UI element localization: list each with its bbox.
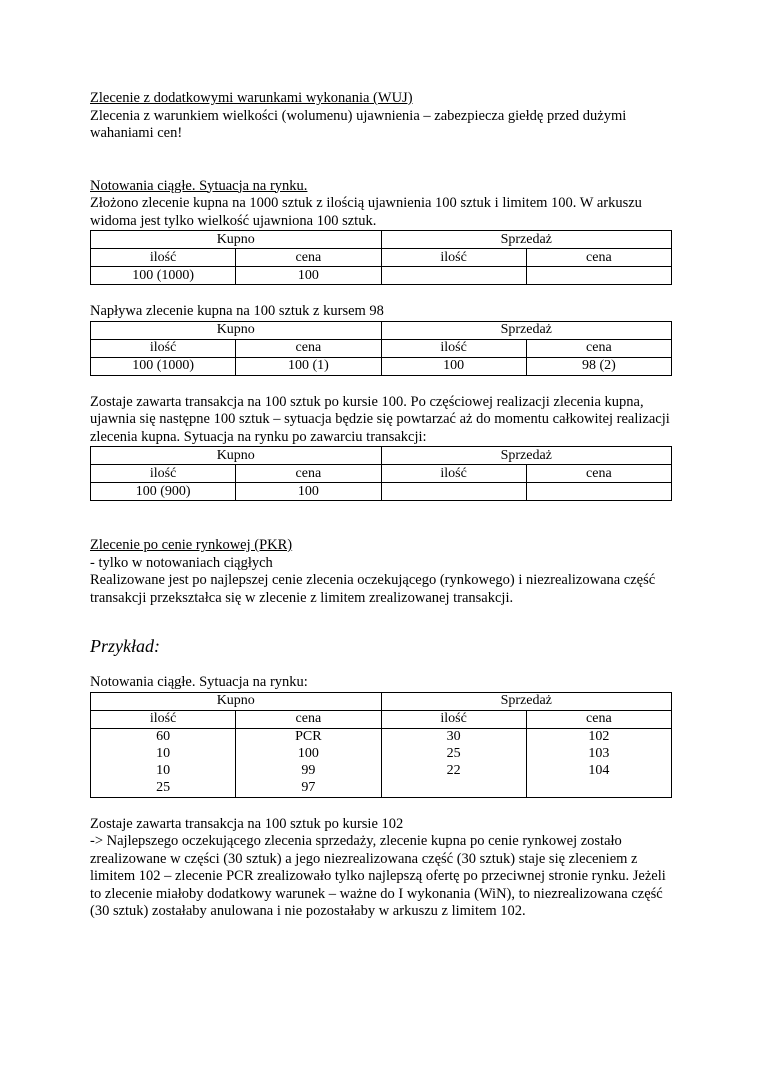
buy-qty-header: ilość	[91, 465, 236, 483]
table-cell: 25	[91, 780, 236, 798]
buy-qty-header: ilość	[91, 339, 236, 357]
pkr-line-1: - tylko w notowaniach ciągłych	[90, 554, 273, 571]
table-row	[91, 267, 672, 285]
wuj-market-heading: Notowania ciągłe. Sytuacja na rynku.	[90, 177, 308, 194]
table-cell: 100 (1000)	[91, 357, 236, 375]
table-cell	[381, 483, 526, 501]
wuj-market-description: Złożono zlecenie kupna na 1000 sztuk z ilością ujawnienia 100 sztuk i limitem 100. W arkuszu widoma jest tylko wielkość ujawniona 100 sztuk.	[90, 195, 642, 229]
sell-qty-header: ilość	[381, 339, 526, 357]
inflow-text: Napływa zlecenie kupna na 100 sztuk z kursem 98	[90, 303, 384, 319]
pkr-title: Zlecenie po cenie rynkowej (PKR)	[90, 537, 293, 553]
table-cell: 30	[381, 728, 526, 746]
order-book-table-4	[90, 692, 672, 798]
table-row	[91, 483, 672, 501]
wuj-description: Zlecenia z warunkiem wielkości (wolumenu) ujawnienia – zabezpiecza giełdę przed dużymi wahaniami cen!	[90, 107, 627, 141]
sell-price-header: cena	[526, 710, 671, 728]
sell-price-header: cena	[526, 465, 671, 483]
table-cell: 102	[526, 728, 671, 746]
sell-header: Sprzedaż	[381, 231, 672, 249]
table-cell: 10	[91, 746, 236, 763]
table-row	[91, 763, 672, 780]
table-cell	[526, 780, 671, 798]
table-row	[91, 780, 672, 798]
order-book-table-2	[90, 321, 672, 376]
table-cell: 25	[381, 746, 526, 763]
table-cell	[526, 267, 671, 285]
example-heading: Przykład:	[90, 636, 160, 656]
buy-header: Kupno	[91, 231, 382, 249]
buy-header: Kupno	[91, 692, 382, 710]
buy-header: Kupno	[91, 447, 382, 465]
sell-qty-header: ilość	[381, 249, 526, 267]
table-cell	[381, 267, 526, 285]
table-cell: 100	[236, 746, 381, 763]
buy-price-header: cena	[236, 710, 381, 728]
table-row	[91, 728, 672, 746]
table-cell: 100 (1000)	[91, 267, 236, 285]
buy-price-header: cena	[236, 339, 381, 357]
wuj-title: Zlecenie z dodatkowymi warunkami wykonania (WUJ)	[90, 90, 413, 106]
table-cell: 100	[236, 267, 381, 285]
sell-price-header: cena	[526, 249, 671, 267]
table-cell: PCR	[236, 728, 381, 746]
buy-qty-header: ilość	[91, 249, 236, 267]
buy-qty-header: ilość	[91, 710, 236, 728]
table-cell: 100 (900)	[91, 483, 236, 501]
table-cell	[526, 483, 671, 501]
buy-header: Kupno	[91, 321, 382, 339]
pkr-market-heading: Notowania ciągłe. Sytuacja na rynku:	[90, 674, 308, 690]
table-cell	[381, 780, 526, 798]
table-cell: 98 (2)	[526, 357, 671, 375]
pkr-explanation: -> Najlepszego oczekującego zlecenia sprzedaży, zlecenie kupna po cenie rynkowej zostało zrealizowane w części (30 sztuk) a jego niezrealizowana część (30 sztuk) staje się zleceniem z limitem 102 – zlecenie PCR zrealizowało tylko najlepszą ofertę po przeciwnej stronie rynku. Jeżeli to zlecenie miałoby dodatkowy warunek – ważne do I wykonania (WiN), to niezrealizowana część (30 sztuk) zostałaby anulowana i nie pozostałaby w arkuszu z limitem 102.	[90, 833, 666, 919]
table-cell: 103	[526, 746, 671, 763]
table-cell: 100	[381, 357, 526, 375]
pkr-line-2: Realizowane jest po najlepszej cenie zlecenia oczekującego (rynkowego) i niezrealizowana część transakcji przekształca się w zlecenie z limitem zrealizowanej transakcji.	[90, 572, 656, 606]
table-cell: 22	[381, 763, 526, 780]
table-row	[91, 746, 672, 763]
sell-header: Sprzedaż	[381, 447, 672, 465]
sell-header: Sprzedaż	[381, 692, 672, 710]
table-cell: 100	[236, 483, 381, 501]
table-cell: 104	[526, 763, 671, 780]
pkr-transaction-text: Zostaje zawarta transakcja na 100 sztuk po kursie 102	[90, 815, 404, 832]
table-cell: 100 (1)	[236, 357, 381, 375]
buy-price-header: cena	[236, 249, 381, 267]
order-book-table-3	[90, 446, 672, 501]
table-cell: 10	[91, 763, 236, 780]
order-book-table-1	[90, 230, 672, 285]
sell-header: Sprzedaż	[381, 321, 672, 339]
wuj-transaction-text: Zostaje zawarta transakcja na 100 sztuk po kursie 100. Po częściowej realizacji zlecenia kupna, ujawnia się następne 100 sztuk – sytuacja będzie się powtarzać aż do momentu całkowitej realizacji zlecenia kupna. Sytuacja na rynku po zawarciu transakcji:	[90, 393, 670, 445]
table-cell: 99	[236, 763, 381, 780]
table-cell: 97	[236, 780, 381, 798]
table-row	[91, 357, 672, 375]
sell-qty-header: ilość	[381, 710, 526, 728]
buy-price-header: cena	[236, 465, 381, 483]
table-cell: 60	[91, 728, 236, 746]
sell-qty-header: ilość	[381, 465, 526, 483]
sell-price-header: cena	[526, 339, 671, 357]
document-page	[90, 90, 672, 921]
